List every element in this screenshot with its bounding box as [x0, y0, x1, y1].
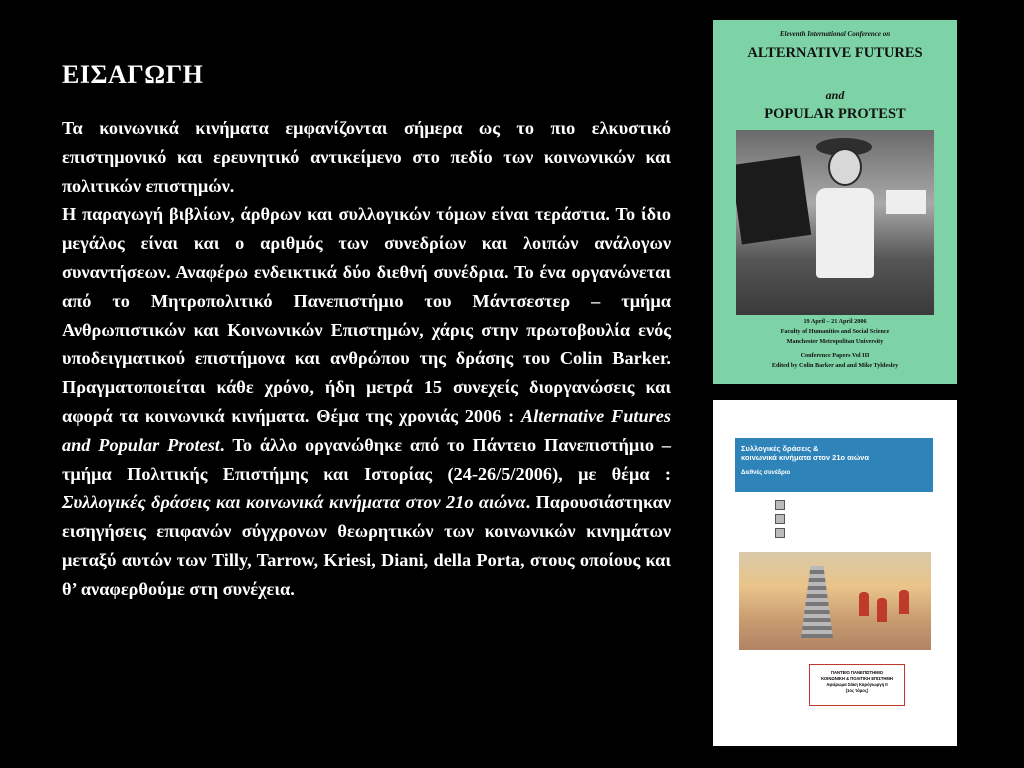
- cover2-title-line1: Συλλογικές δράσεις &: [741, 444, 819, 453]
- paragraph-1: Τα κοινωνικά κινήματα εμφανίζονται σήμερα ως το πιο ελκυστικό επιστημονικό και ερευνητικό αντικείμενο στο πεδίο των κοινωνικών και πολιτικών επιστημών.: [62, 118, 671, 196]
- cover2-publisher-box: [809, 664, 905, 706]
- cover2-box-line4: (1ος τόμος): [845, 688, 869, 693]
- book-cover-collective-actions: [713, 400, 957, 746]
- cover1-subtitle: Eleventh International Conference on: [779, 30, 891, 38]
- slide-text: [62, 60, 671, 604]
- cover1-title-and: and: [825, 88, 845, 102]
- cover2-subtitle: Διεθνές συνέδριο: [741, 470, 791, 476]
- cover1-dates: 19 April – 21 April 2006: [803, 318, 867, 325]
- cover2-title: [741, 444, 869, 462]
- paragraph-2-part-b: . Το άλλο οργανώθηκε από το Πάντειο Πανεπιστήμιο – τμήμα Πολιτικής Επιστήμης και Ιστορίας (24-26/5/2006), με θέμα :: [62, 434, 671, 484]
- logo-icon: [775, 528, 785, 538]
- cover1-faculty: Faculty of Humanities and Social Science: [780, 328, 890, 335]
- conference-title-1: Alternative Futures and Popular Protest: [62, 405, 671, 455]
- protest-banner: [736, 156, 811, 245]
- cover2-title-line2: κοινωνικά κινήματα στον 21ο αιώνα: [741, 453, 869, 462]
- cover2-logo-1: [775, 500, 785, 510]
- book-cover-alternative-futures: [713, 20, 957, 384]
- cover2-header: [735, 438, 933, 492]
- cover1-title-line1: ALTERNATIVE FUTURES: [747, 45, 923, 61]
- logo-icon: [775, 500, 785, 510]
- cover1-title-line2: POPULAR PROTEST: [764, 106, 906, 122]
- cover2-box-line3: Αφιέρωμα Σάκη Καρόγιωργη ΙΙ: [826, 682, 888, 687]
- cover2-logo-2: [775, 514, 785, 524]
- conference-title-2: Συλλογικές δράσεις και κοινωνικά κινήματα στον 21ο αιώνα: [62, 492, 526, 513]
- paragraph-2-part-a: Η παραγωγή βιβλίων, άρθρων και συλλογικών τόμων είναι τεράστια. Το ίδιο μεγάλος είναι και ο αριθμός των συνεδρίων και λοιπών ανάλογων συναντήσεων. Αναφέρω ενδεικτικά δύο διεθνή συνέδρια. Το ένα οργανώνεται από το Μητροπολιτικό Πανεπιστήμιο του Μάντσεστερ – τμήμα Ανθρωπιστικών και Κοινωνικών Επιστημών, χάρις στην πρωτοβουλία ενός υποδειγματικού επιστήμονα και ανθρώπου της δράσης του Colin Barker. Πραγματοποιείται κάθε χρόνο, ήδη μετρά 15 συνεχείς διοργανώσεις και αφορά τα κοινωνικά κινήματα. Θέμα της χρονιάς 2006 :: [62, 204, 671, 426]
- slide-title: ΕΙΣΑΓΩΓΗ: [62, 60, 204, 89]
- cover1-university: Manchester Metropolitan University: [786, 338, 884, 345]
- painting-figure: [859, 592, 869, 616]
- cover2-logo-3: [775, 528, 785, 538]
- cover2-box-line2: ΚΟΙΝΩΝΙΚΗ & ΠΟΛΙΤΙΚΗ ΕΠΙΣΤΗΜΗ: [821, 676, 893, 681]
- cover2-box-line1: ΠΑΝΤΕΙΟ ΠΑΝΕΠΙΣΤΗΜΙΟ: [830, 670, 884, 675]
- paragraph-2-part-c: . Παρουσιάστηκαν εισηγήσεις επιφανών σύγχρονων θεωρητικών των κοινωνικών κινημάτων μεταξύ αυτών των Tilly, Tarrow, Kriesi, Diani, della Porta, στους οποίους και θ’ αναφερθούμε στη συνέχεια.: [62, 492, 671, 599]
- painting-figure: [899, 590, 909, 614]
- protester-body: [816, 188, 874, 278]
- painting-tower: [801, 566, 833, 638]
- paragraph-2: [62, 200, 671, 603]
- cover1-protest-photo: [736, 130, 934, 315]
- protester-head: [828, 148, 862, 186]
- painting-figure: [877, 598, 887, 622]
- cover1-papers: Conference Papers Vol III: [800, 352, 870, 359]
- protest-sign: [886, 190, 926, 214]
- logo-icon: [775, 514, 785, 524]
- cover2-painting: [739, 552, 931, 650]
- cover1-editors: Edited by Colin Barker and and Mike Tyldesley: [771, 362, 899, 369]
